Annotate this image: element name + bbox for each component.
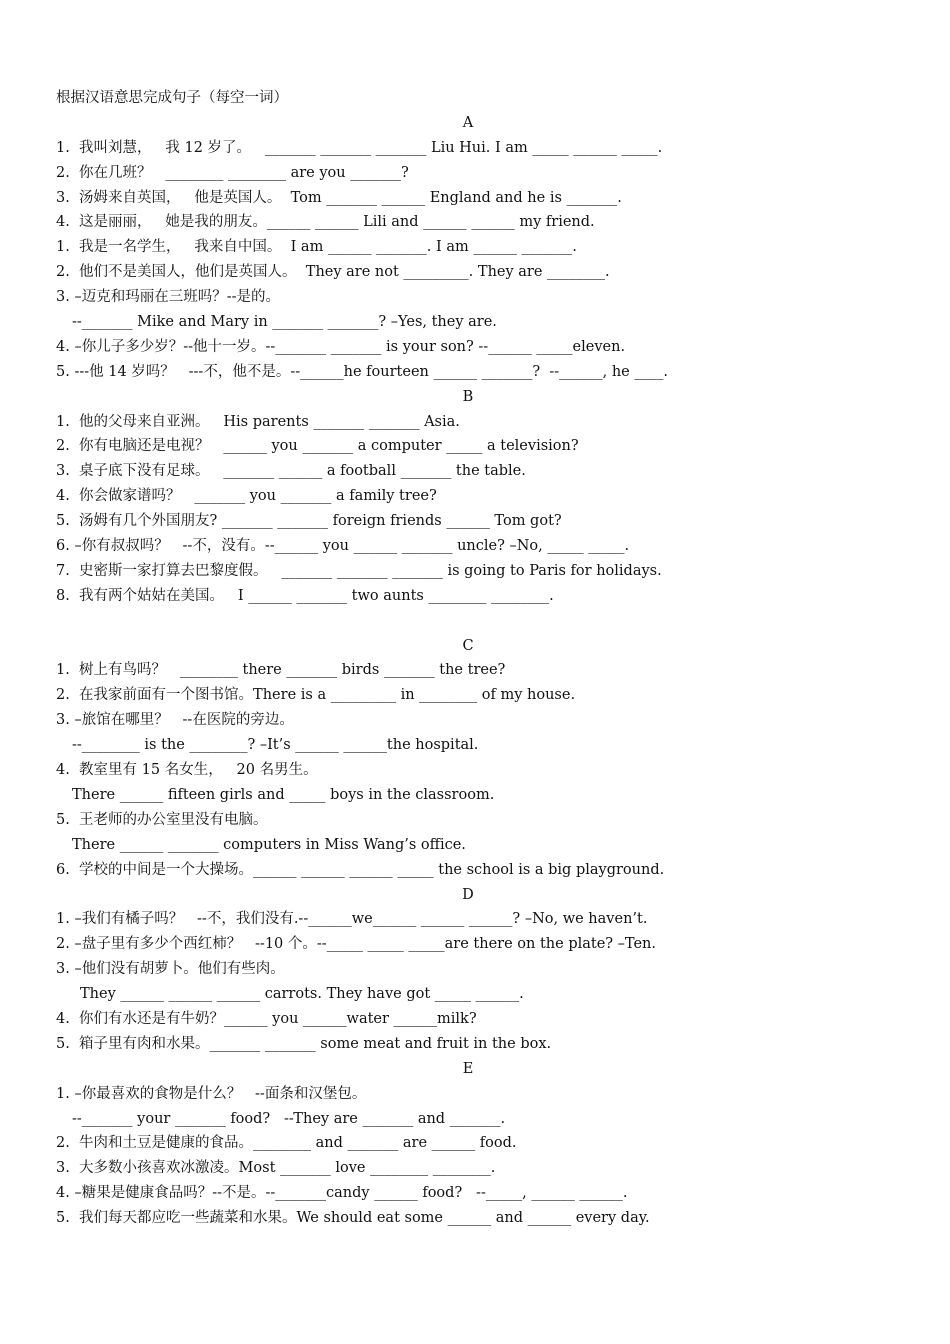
exercise-line: 3. 桌子底下没有足球。 _______ ______ a football _______ the table. bbox=[56, 463, 526, 480]
exercise-line: 4. 这是丽丽， 她是我的朋友。______ ______ Lili and ______ ______ my friend. bbox=[56, 214, 595, 231]
exercise-line: 1. 我叫刘慧， 我 12 岁了。 _______ _______ _______ Liu Hui. I am _____ ______ _____. bbox=[56, 139, 663, 156]
exercise-line: 7. 史密斯一家打算去巴黎度假。 _______ _______ _______ is going to Paris for holidays. bbox=[56, 562, 662, 579]
section-b-heading: B bbox=[462, 388, 474, 405]
exercise-line: 3. –旅馆在哪里？ --在医院的旁边。 bbox=[56, 712, 294, 729]
exercise-line: 8. 我有两个姑姑在美国。 I ______ _______ two aunts ________ ________. bbox=[56, 587, 554, 604]
exercise-line: 1. –我们有橘子吗？ --不，我们没有.--______we______ ______ ______? –No, we haven’t. bbox=[56, 911, 648, 928]
exercise-line: 4. –你儿子多少岁？--他十一岁。--_______ _______ is your son? --______ _____eleven. bbox=[56, 338, 626, 355]
exercise-line: 2. 他们不是美国人，他们是英国人。 They are not _________. They are ________. bbox=[56, 264, 610, 281]
exercise-line: 2. 你有电脑还是电视？ ______ you _______ a computer _____ a television? bbox=[56, 438, 579, 455]
exercise-line: 6. –你有叔叔吗？ --不，没有。--______ you ______ _______ uncle? –No, _____ _____. bbox=[56, 538, 630, 555]
exercise-line: 1. –你最喜欢的食物是什么？ --面条和汉堡包。 bbox=[56, 1085, 367, 1102]
exercise-line: 5. 箱子里有肉和水果。_______ _______ some meat and fruit in the box. bbox=[56, 1035, 552, 1052]
spacer bbox=[56, 609, 906, 634]
exercise-line: 5. 王老师的办公室里没有电脑。 bbox=[56, 811, 268, 828]
exercise-line: 3. –他们没有胡萝卜。他们有些肉。 bbox=[56, 961, 285, 978]
exercise-line: 2. 你在几班？ ________ ________ are you _______? bbox=[56, 164, 409, 181]
exercise-line: They ______ ______ ______ carrots. They have got _____ ______. bbox=[80, 986, 524, 1003]
exercise-line: 6. 学校的中间是一个大操场。______ ______ ______ _____ the school is a big playground. bbox=[56, 861, 665, 878]
exercise-line: 4. 教室里有 15 名女生， 20 名男生。 bbox=[56, 762, 318, 779]
exercise-line: 5. ---他 14 岁吗？ ---不，他不是。--______he fourteen ______ _______? --______, he ____. bbox=[56, 363, 668, 380]
exercise-line: There ______ _______ computers in Miss Wang’s office. bbox=[72, 836, 466, 853]
exercise-line: 5. 汤姆有几个外国朋友? _______ _______ foreign friends ______ Tom got? bbox=[56, 513, 562, 530]
exercise-line: 3. –迈克和玛丽在三班吗？--是的。 bbox=[56, 289, 280, 306]
worksheet-title: 根据汉语意思完成句子（每空一词） bbox=[56, 90, 288, 106]
exercise-line: 5. 我们每天都应吃一些蔬菜和水果。We should eat some ______ and ______ every day. bbox=[56, 1210, 650, 1227]
section-a-heading: A bbox=[462, 114, 474, 131]
exercise-line: 4. 你们有水还是有牛奶？______ you ______water ______milk? bbox=[56, 1010, 477, 1027]
exercise-line: 2. 在我家前面有一个图书馆。There is a _________ in ________ of my house. bbox=[56, 687, 576, 704]
section-e-heading: E bbox=[462, 1060, 474, 1077]
section-c-heading: C bbox=[462, 637, 474, 654]
exercise-line: 1. 他的父母来自亚洲。 His parents _______ _______ Asia. bbox=[56, 413, 460, 430]
exercise-line: 1. 我是一名学生， 我来自中国。 I am ______ _______. I am ______ _______. bbox=[56, 239, 577, 256]
exercise-line: 2. 牛肉和土豆是健康的食品。________ and _______ are ______ food. bbox=[56, 1135, 517, 1152]
exercise-line: 3. 汤姆来自英国， 他是英国人。 Tom _______ ______ England and he is _______. bbox=[56, 189, 622, 206]
exercise-line: --________ is the ________? –It’s ______ ______the hospital. bbox=[72, 737, 479, 754]
exercise-line: --_______ your _______ food? --They are _______ and _______. bbox=[72, 1110, 506, 1127]
exercise-line: --_______ Mike and Mary in _______ _______? –Yes, they are. bbox=[72, 314, 497, 331]
exercise-line: 4. –糖果是健康食品吗？--不是。--_______candy ______ food? --_____, ______ ______. bbox=[56, 1185, 628, 1202]
exercise-line: 4. 你会做家谱吗？ _______ you _______ a family tree? bbox=[56, 488, 437, 505]
worksheet-page bbox=[56, 86, 906, 1231]
exercise-line: 2. –盘子里有多少个西红柿？ --10 个。--_____ _____ _____are there on the plate? –Ten. bbox=[56, 936, 656, 953]
section-d-heading: D bbox=[462, 886, 474, 903]
exercise-line: There ______ fifteen girls and _____ boys in the classroom. bbox=[72, 786, 495, 803]
exercise-line: 3. 大多数小孩喜欢冰激凌。Most _______ love ________ ________. bbox=[56, 1160, 496, 1177]
exercise-line: 1. 树上有鸟吗？ ________ there _______ birds _______ the tree? bbox=[56, 662, 506, 679]
